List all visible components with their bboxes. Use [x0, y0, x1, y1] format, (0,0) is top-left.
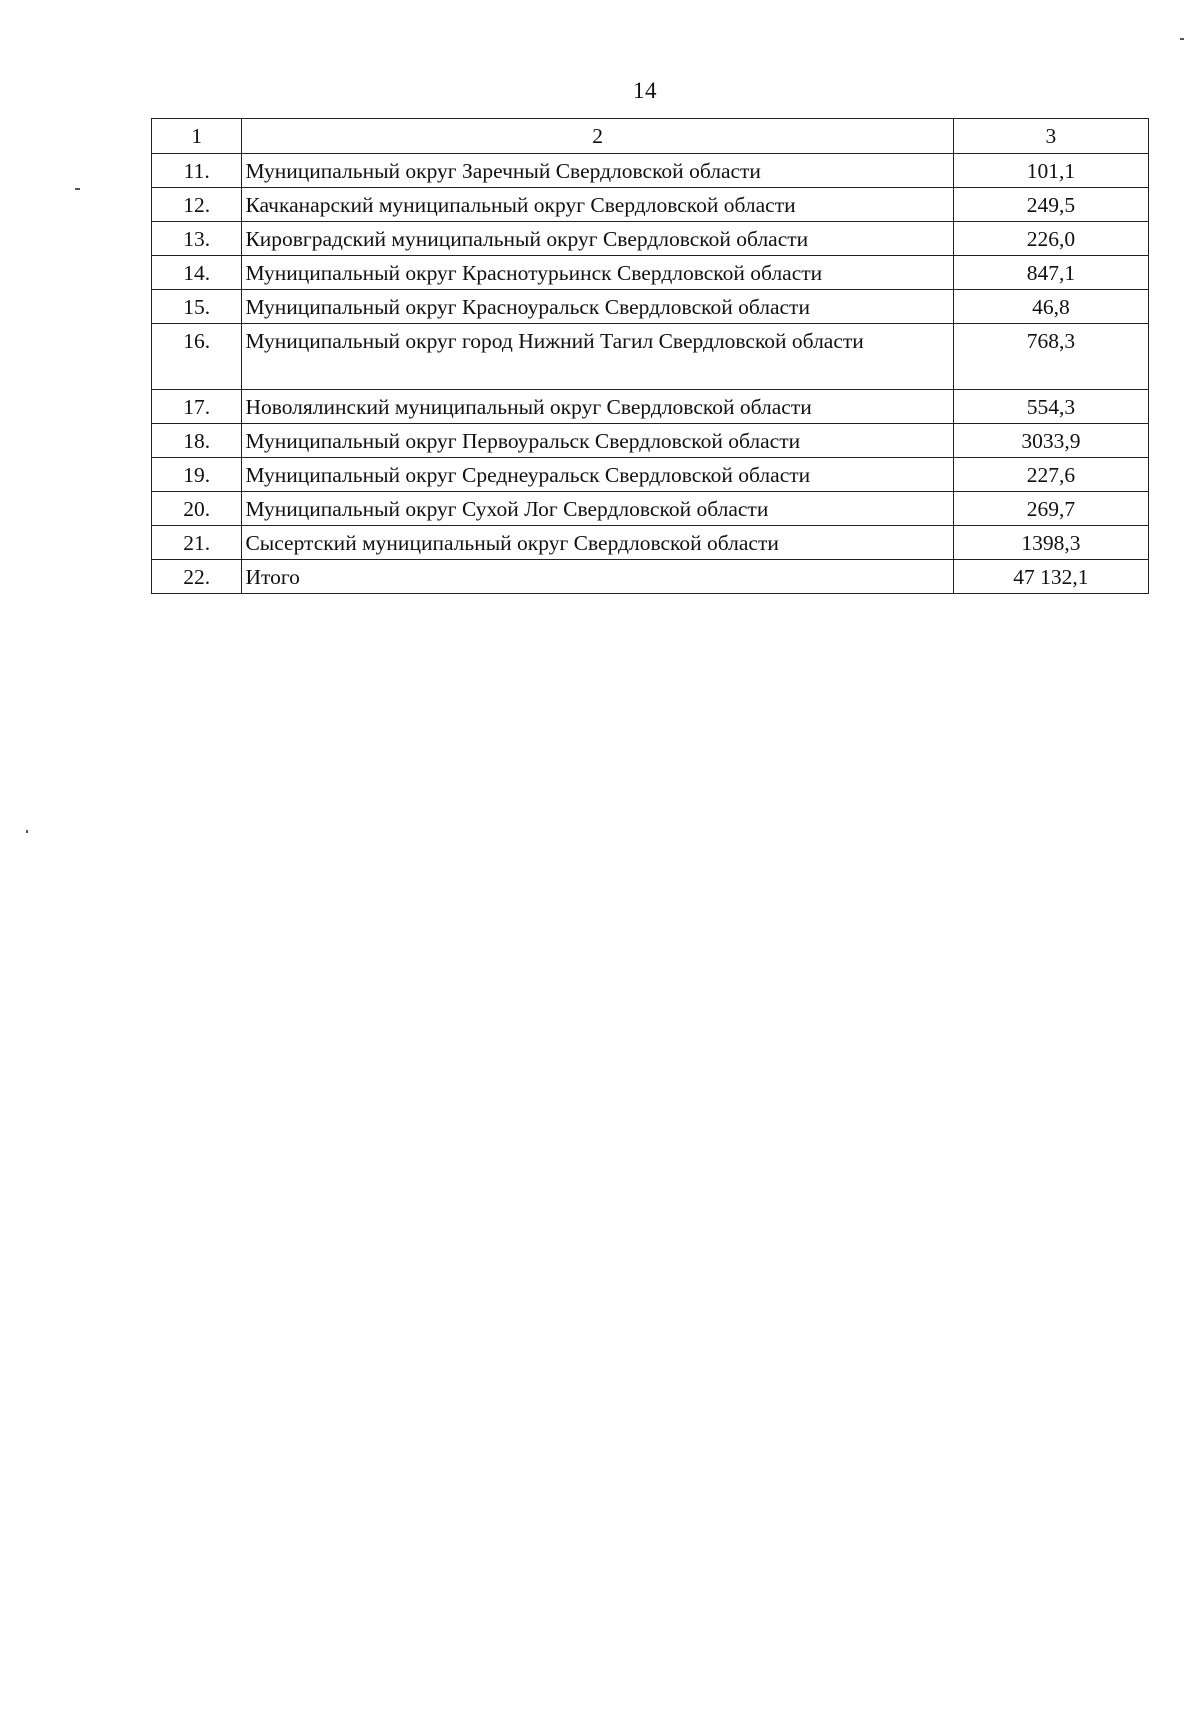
row-value: 847,1 [953, 256, 1148, 290]
table-row [152, 154, 1149, 188]
header-col-3: 3 [953, 119, 1148, 154]
row-name: Муниципальный округ город Нижний Тагил Свердловской области [242, 324, 953, 390]
row-number: 18. [152, 424, 242, 458]
scan-speck [75, 188, 80, 190]
row-number: 13. [152, 222, 242, 256]
header-col-1: 1 [152, 119, 242, 154]
table-row [152, 492, 1149, 526]
row-value: 227,6 [953, 458, 1148, 492]
allocation-table [151, 118, 1149, 594]
row-name: Муниципальный округ Сухой Лог Свердловской области [242, 492, 953, 526]
row-value: 226,0 [953, 222, 1148, 256]
row-number: 20. [152, 492, 242, 526]
table-row [152, 424, 1149, 458]
row-number: 19. [152, 458, 242, 492]
page-number: 14 [633, 78, 657, 103]
scan-speck [26, 830, 28, 833]
row-number: 12. [152, 188, 242, 222]
row-name: Муниципальный округ Красноуральск Свердловской области [242, 290, 953, 324]
row-name: Муниципальный округ Заречный Свердловской области [242, 154, 953, 188]
total-label: Итого [242, 560, 953, 594]
table-row [152, 290, 1149, 324]
scan-speck [1180, 38, 1184, 40]
row-name: Сысертский муниципальный округ Свердловской области [242, 526, 953, 560]
row-name: Муниципальный округ Краснотурьинск Свердловской области [242, 256, 953, 290]
row-name: Муниципальный округ Первоуральск Свердловской области [242, 424, 953, 458]
row-value: 1398,3 [953, 526, 1148, 560]
header-col-2: 2 [242, 119, 953, 154]
table-row [152, 256, 1149, 290]
row-number: 16. [152, 324, 242, 390]
row-name: Качканарский муниципальный округ Свердловской области [242, 188, 953, 222]
row-value: 554,3 [953, 390, 1148, 424]
table-header-row [152, 119, 1149, 154]
row-value: 768,3 [953, 324, 1148, 390]
row-number: 21. [152, 526, 242, 560]
table-row [152, 390, 1149, 424]
row-value: 249,5 [953, 188, 1148, 222]
total-value: 47 132,1 [953, 560, 1148, 594]
row-name: Кировградский муниципальный округ Свердловской области [242, 222, 953, 256]
table-row [152, 222, 1149, 256]
table-total-row [152, 560, 1149, 594]
row-number: 15. [152, 290, 242, 324]
table-row [152, 526, 1149, 560]
row-name: Новолялинский муниципальный округ Свердловской области [242, 390, 953, 424]
row-number: 11. [152, 154, 242, 188]
table-row [152, 188, 1149, 222]
table-row [152, 458, 1149, 492]
row-value: 46,8 [953, 290, 1148, 324]
table-row [152, 324, 1149, 390]
row-number: 17. [152, 390, 242, 424]
row-number: 14. [152, 256, 242, 290]
row-value: 3033,9 [953, 424, 1148, 458]
row-name: Муниципальный округ Среднеуральск Свердловской области [242, 458, 953, 492]
row-value: 269,7 [953, 492, 1148, 526]
row-number: 22. [152, 560, 242, 594]
row-value: 101,1 [953, 154, 1148, 188]
